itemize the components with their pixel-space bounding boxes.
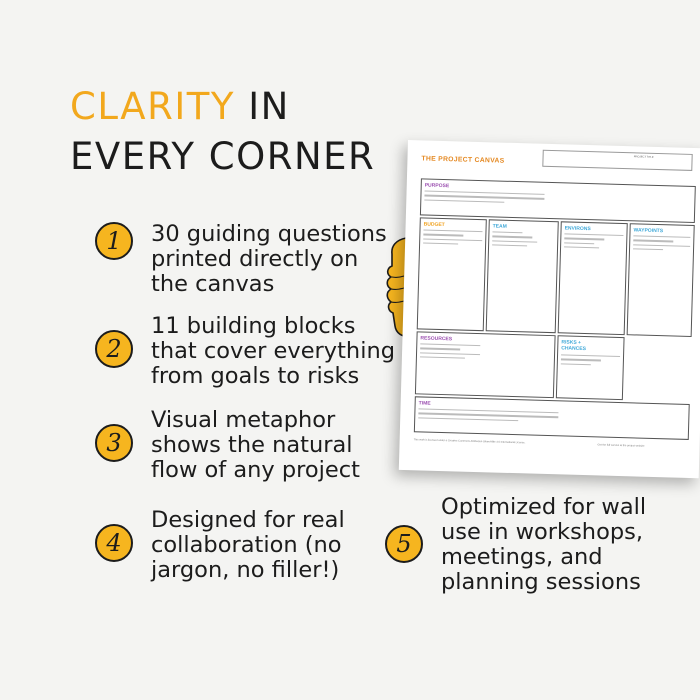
section-team-label: TEAM <box>492 223 507 230</box>
section-waypoints <box>627 223 695 337</box>
headline-accent-word: CLARITY <box>70 85 235 128</box>
section-risks-label: RISKS + CHANCES <box>561 339 587 353</box>
project-canvas-poster <box>399 140 700 478</box>
section-purpose <box>420 178 696 223</box>
section-environs <box>558 221 628 335</box>
feature-1 <box>95 222 401 297</box>
feature-2-text: 11 building blocks that cover everything from goals to risks <box>151 313 395 389</box>
section-team <box>486 219 559 333</box>
section-purpose-label: PURPOSE <box>424 182 450 190</box>
section-risks <box>556 335 625 400</box>
feature-4 <box>95 508 401 583</box>
number-badge-4: 4 <box>95 524 133 562</box>
project-title-label: PROJECT TITLE <box>633 155 654 159</box>
feature-4-text: Designed for real collaboration (no jargon, no filler!) <box>151 507 345 583</box>
section-environs-label: ENVIRONS <box>564 225 591 233</box>
headline <box>70 82 375 182</box>
feature-1-text: 30 guiding questions printed directly on the canvas <box>151 221 387 297</box>
poster-license-footer: This work is licensed under a Creative Commons Attribution-ShareAlike 4.0 International License. <box>413 438 526 445</box>
number-badge-3: 3 <box>95 424 133 462</box>
feature-5-text: Optimized for wall use in workshops, meetings, and planning sessions <box>441 494 647 595</box>
feature-2 <box>95 314 401 389</box>
section-budget-label: BUDGET <box>423 221 445 229</box>
headline-line-1-rest: IN <box>234 85 290 128</box>
number-badge-2: 2 <box>95 330 133 368</box>
section-resources-label: RESOURCES <box>420 335 453 343</box>
project-title-field <box>542 150 692 171</box>
section-resources <box>415 331 556 398</box>
section-time <box>414 396 690 440</box>
feature-3-text: Visual metaphor shows the natural flow of any project <box>151 407 360 483</box>
number-badge-5: 5 <box>385 525 423 563</box>
number-badge-1: 1 <box>95 222 133 260</box>
poster-website-footer: Get the full version at the project website <box>597 443 645 448</box>
section-time-label: TIME <box>418 400 431 407</box>
section-budget <box>417 217 487 331</box>
headline-line-1 <box>70 82 375 132</box>
headline-line-2: EVERY CORNER <box>70 135 376 178</box>
section-waypoints-label: WAYPOINTS <box>633 227 664 235</box>
feature-5 <box>385 495 681 595</box>
poster-title: THE PROJECT CANVAS <box>421 155 505 165</box>
feature-3 <box>95 408 401 483</box>
